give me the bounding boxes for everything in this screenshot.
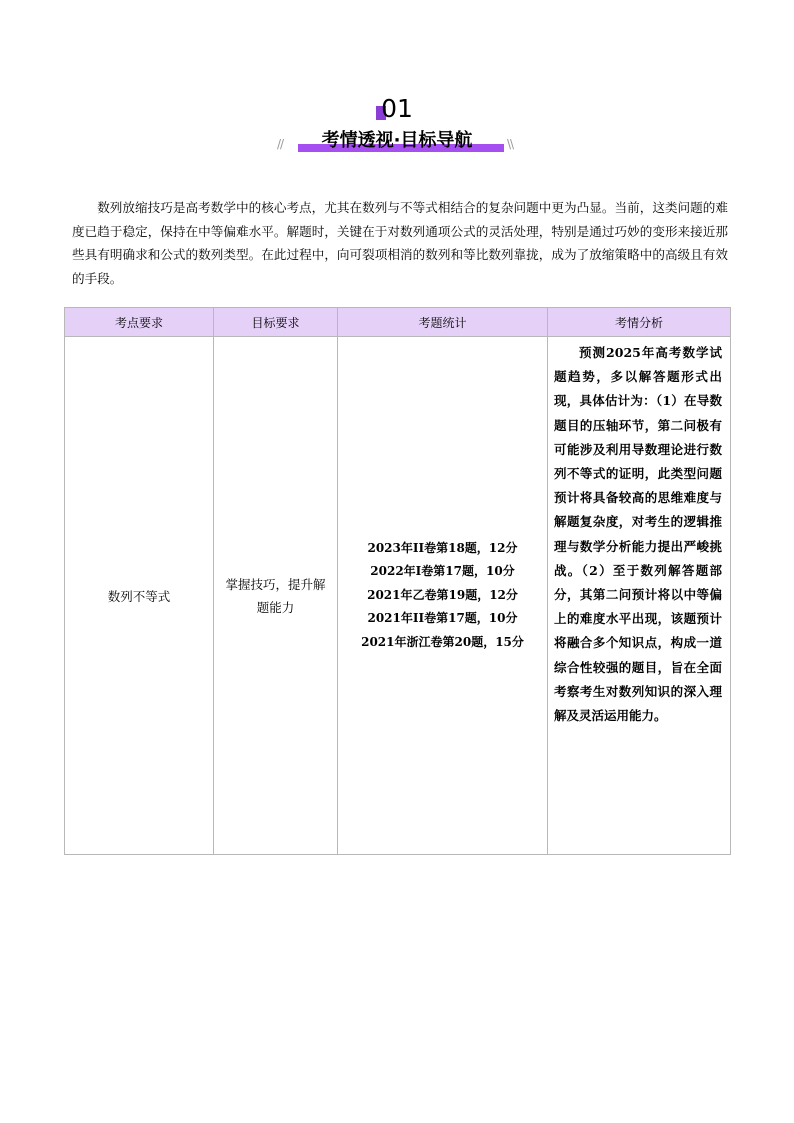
- stat-item: 2023年II卷第18题，12分: [367, 540, 518, 555]
- analysis-cell: 预测2025年高考数学试题趋势，多以解答题形式出现，具体估计为：（1）在导数题目的压轴环节，第二问极有可能涉及利用导数理论进行数列不等式的证明，此类型问题预计将具备较高的思维难度与解题复杂度，对考生的逻辑推理与数学分析能力提出严峻挑战。（2）至于数列解答题部分，其第二问预计将以中等偏上的难度水平出现，该题预计将融合多个知识点，构成一道综合性较强的题目，旨在全面考察考生对数列知识的深入理解及灵活运用能力。: [548, 337, 731, 855]
- exam-point-cell: 数列不等式: [65, 337, 214, 855]
- stat-item: 2021年浙江卷第20题，15分: [361, 634, 524, 649]
- header-statistics: 考题统计: [338, 308, 548, 337]
- header-goal: 目标要求: [214, 308, 338, 337]
- exam-analysis-table: [64, 307, 731, 855]
- table-row: [65, 337, 731, 855]
- section-title: 考情透视·目标导航: [321, 130, 473, 151]
- stat-item: 2022年I卷第17题，10分: [370, 564, 515, 579]
- table-header-row: [65, 308, 731, 337]
- intro-paragraph: 数列放缩技巧是高考数学中的核心考点，尤其在数列与不等式相结合的复杂问题中更为凸显。当前，这类问题的难度已趋于稳定，保持在中等偏难水平。解题时，关键在于对数列通项公式的灵活处理，特别是通过巧妙的变形来接近那些具有明确求和公式的数列类型。在此过程中，向可裂项相消的数列和等比数列靠拢，成为了放缩策略中的高级且有效的手段。: [72, 200, 728, 286]
- stat-item: 2021年乙卷第19题，12分: [367, 587, 518, 602]
- section-number: 01: [381, 94, 413, 123]
- right-slash-decoration: \\: [507, 137, 514, 151]
- stat-item: 2021年II卷第17题，10分: [367, 611, 518, 626]
- statistics-cell: [338, 337, 548, 855]
- left-slash-decoration: //: [277, 137, 284, 151]
- section-header: [0, 94, 794, 164]
- header-analysis: 考情分析: [548, 308, 731, 337]
- header-exam-point: 考点要求: [65, 308, 214, 337]
- goal-cell: 掌握技巧，提升解题能力: [214, 337, 338, 855]
